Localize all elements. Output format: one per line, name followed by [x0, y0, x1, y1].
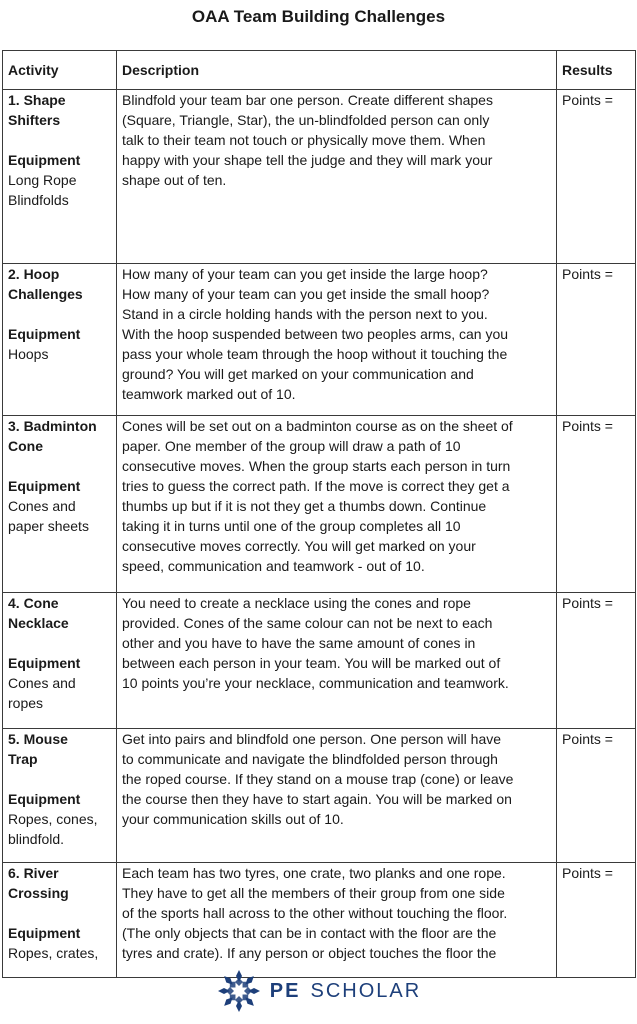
activity-name-line: 4. Cone — [8, 595, 59, 611]
activity-cell — [3, 90, 117, 264]
results-cell: Points = — [557, 863, 636, 978]
activity-name-line: Necklace — [8, 615, 69, 631]
description-cell — [117, 90, 557, 264]
description-line: consecutive moves. When the group starts each person in turn — [122, 458, 511, 474]
equipment-label: Equipment — [8, 791, 81, 807]
description-line: of the sports hall across to the other without touching the floor. — [122, 905, 508, 921]
activity-cell — [3, 729, 117, 863]
description-line: paper. One member of the group will draw a path of 10 — [122, 438, 461, 454]
header-activity: Activity — [3, 51, 117, 90]
table-row — [3, 863, 636, 978]
description-line: shape out of ten. — [122, 172, 227, 188]
description-line: tyres and crate). If any person or object touches the floor the — [122, 945, 497, 961]
description-line: Stand in a circle holding hands with the person next to you. — [122, 306, 488, 322]
table-row — [3, 416, 636, 593]
results-cell: Points = — [557, 416, 636, 593]
description-cell — [117, 593, 557, 729]
description-line: happy with your shape tell the judge and they will mark your — [122, 152, 493, 168]
equipment-label: Equipment — [8, 478, 81, 494]
equipment-item: Cones and — [8, 675, 76, 691]
description-line: (The only objects that can be in contact with the floor are the — [122, 925, 497, 941]
activity-cell — [3, 416, 117, 593]
description-line: How many of your team can you get inside the large hoop? — [122, 266, 488, 282]
equipment-item: Long Rope — [8, 172, 77, 188]
results-cell: Points = — [557, 593, 636, 729]
challenges-table — [2, 50, 636, 978]
description-cell — [117, 264, 557, 416]
results-cell: Points = — [557, 90, 636, 264]
description-cell — [117, 416, 557, 593]
description-line: thumbs up but if it is not they get a thumbs down. Continue — [122, 498, 487, 514]
equipment-label: Equipment — [8, 925, 81, 941]
activity-cell — [3, 264, 117, 416]
equipment-label: Equipment — [8, 326, 81, 342]
description-line: You need to create a necklace using the cones and rope — [122, 595, 471, 611]
description-line: With the hoop suspended between two peoples arms, can you — [122, 326, 509, 342]
description-line: taking it in turns until one of the group completes all 10 — [122, 518, 461, 534]
equipment-label: Equipment — [8, 655, 81, 671]
description-cell — [117, 863, 557, 978]
description-line: ground? You will get marked on your communication and — [122, 366, 474, 382]
description-line: provided. Cones of the same colour can not be next to each — [122, 615, 493, 631]
brand-first: PE — [269, 979, 301, 1002]
table-row — [3, 264, 636, 416]
activity-name-line: Trap — [8, 751, 38, 767]
description-line: speed, communication and teamwork - out of 10. — [122, 558, 425, 574]
description-line: to communicate and navigate the blindfolded person through — [122, 751, 498, 767]
description-line: 10 points you’re your necklace, communication and teamwork. — [122, 675, 509, 691]
description-line: How many of your team can you get inside the small hoop? — [122, 286, 490, 302]
equipment-item: ropes — [8, 695, 44, 711]
activity-name-line: 5. Mouse — [8, 731, 68, 747]
table-row — [3, 90, 636, 264]
page-title: OAA Team Building Challenges — [191, 7, 446, 26]
description-line: teamwork marked out of 10. — [122, 386, 296, 402]
description-line: pass your whole team through the hoop without it touching the — [122, 346, 508, 362]
equipment-item: Ropes, cones, — [8, 811, 98, 827]
header-results: Results — [557, 51, 636, 90]
description-line: Get into pairs and blindfold one person. One person will have — [122, 731, 502, 747]
activity-name-line: 2. Hoop — [8, 266, 60, 282]
description-line: They have to get all the members of their group from one side — [122, 885, 505, 901]
description-line: your communication skills out of 10. — [122, 811, 344, 827]
snowflake-logo-icon — [216, 968, 262, 1014]
description-line: tries to guess the correct path. If the move is correct they get a — [122, 478, 510, 494]
activity-name-line: 1. Shape — [8, 92, 66, 108]
description-line: the course then they have to start again. You will be marked on — [122, 791, 512, 807]
description-line: the roped course. If they stand on a mouse trap (cone) or leave — [122, 771, 514, 787]
results-cell: Points = — [557, 729, 636, 863]
description-line: Blindfold your team bar one person. Create different shapes — [122, 92, 493, 108]
equipment-item: Blindfolds — [8, 192, 69, 208]
activity-cell — [3, 863, 117, 978]
description-line: Cones will be set out on a badminton course as on the sheet of — [122, 418, 513, 434]
activity-name-line: Challenges — [8, 286, 83, 302]
description-line: consecutive moves correctly. You will get marked on your — [122, 538, 476, 554]
description-line: talk to their team not touch or physically move them. When — [122, 132, 486, 148]
header-description: Description — [117, 51, 557, 90]
description-line: (Square, Triangle, Star), the un-blindfolded person can only — [122, 112, 490, 128]
activity-cell — [3, 593, 117, 729]
equipment-item: blindfold. — [8, 831, 65, 847]
footer-brand — [0, 964, 637, 1018]
equipment-item: Ropes, crates, — [8, 945, 99, 961]
table-header-row — [3, 51, 636, 90]
equipment-item: Hoops — [8, 346, 49, 362]
table-row — [3, 729, 636, 863]
activity-name-line: Crossing — [8, 885, 69, 901]
equipment-item: paper sheets — [8, 518, 89, 534]
activity-name-line: Cone — [8, 438, 43, 454]
description-line: between each person in your team. You will be marked out of — [122, 655, 501, 671]
brand-name — [270, 980, 421, 1003]
table-row — [3, 593, 636, 729]
description-line: other and you have to have the same amount of cones in — [122, 635, 476, 651]
description-line: Each team has two tyres, one crate, two planks and one rope. — [122, 865, 506, 881]
brand-second: SCHOLAR — [310, 979, 422, 1002]
activity-name-line: Shifters — [8, 112, 61, 128]
equipment-label: Equipment — [8, 152, 81, 168]
equipment-item: Cones and — [8, 498, 76, 514]
activity-name-line: 6. River — [8, 865, 59, 881]
description-cell — [117, 729, 557, 863]
activity-name-line: 3. Badminton — [8, 418, 97, 434]
results-cell: Points = — [557, 264, 636, 416]
